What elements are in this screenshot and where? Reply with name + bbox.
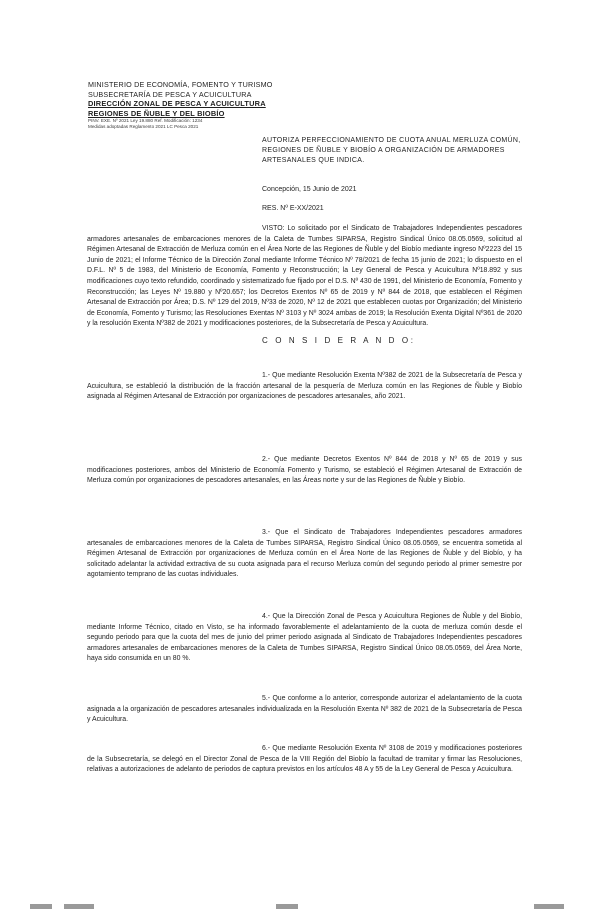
considerando-paragraph (87, 612, 522, 665)
considerando-number: 3.- (262, 529, 271, 536)
considerando-paragraph (87, 371, 522, 403)
subsecretaria-line: SUBSECRETARÍA DE PESCA Y ACUICULTURA (88, 89, 252, 99)
considerando-text: Que conforme a lo anterior, corresponde autorizar el adelantamiento de la cuota asignada a la organización de pescadores artesanales individualizada en la Resolución Exenta Nº 382 de 2021 de la Subsecretaría de Pesca y Acuicultura. (87, 695, 522, 724)
direccion-zonal-line: DIRECCIÓN ZONAL DE PESCA Y ACUICULTURA (88, 99, 266, 108)
letterhead (88, 80, 288, 130)
considerando-text: Que mediante Resolución Exenta Nº 3108 de 2019 y modificaciones posteriores de la Subsecretaría, se delegó en el Director Zonal de Pesca de la VIII Región del Biobío la facultad de tramitar y firmar las Resoluciones, relativas a autorizaciones de adelanto de periodos de captura previstos en los artículos 48 A y 55 de la Ley General de Pesca y Acuicultura. (87, 745, 522, 774)
considerando-number: 1.- (262, 372, 271, 379)
footer-mark (30, 904, 52, 909)
date-line: Concepción, 15 Junio de 2021 (262, 186, 357, 193)
considerando-text: Que mediante Resolución Exenta Nº382 de 2021 de la Subsecretaría de Pesca y Acuicultura, se estableció la distribución de la fracción artesanal de la pesquería de Merluza común en las Regiones de Ñuble y Biobío asignada al Régimen Artesanal de Extracción por organizaciones de pescadores artesanales, año 2021. (87, 372, 522, 401)
considerando-paragraph (87, 455, 522, 487)
footer-mark (276, 904, 298, 909)
considerando-number: 2.- (262, 456, 271, 463)
considerando-number: 6.- (262, 745, 271, 752)
footer-mark (64, 904, 94, 909)
letterhead-subline: Medidas adoptadas Reglamento 2021 LC Pesca 2021 (88, 124, 199, 130)
visto-text: Lo solicitado por el Sindicato de Trabajadores Independientes pescadores armadores artesanales de embarcaciones menores de la Caleta de Tumbes SIPARSA, Registro Sindical Único 08.05.0569, solicitud al Régimen Artesanal de Extracción de Merluza común en el Área Norte de las Regiones de Ñuble y del Biobío mediante ingreso Nº2223 del 15 Junio de 2021; el Informe Técnico de la Dirección Zonal mediante Informe Técnico Nº 78/2021 de fecha 15 junio de 2021; lo dispuesto en el D.F.L. Nº 5 de 1983, del Ministerio de Economía, Fomento y Reconstrucción; la Ley General de Pesca y Acuicultura Nº18.892 y sus modificaciones cuyo texto refundido, coordinado y sistematizado fue fijado por el D.S. Nº 430 de 1991, del Ministerio de Economía, Fomento y Reconstrucción; las Leyes Nº 19.880 y Nº20.657; los Decretos Exentos Nº 65 de 2019 y Nº 844 de 2018, que establecen el Régimen Artesanal de Extracción por Área; D.S. Nº 129 del 2019, Nº33 de 2020, Nº 12 de 2021 que establecen cuotas por Organización; del Ministerio de Economía, Fomento y Turismo; las Resoluciones Exentas Nº 3103 y Nº 3024 ambas de 2019; la Resolución Exenta Digital Nº361 de 2020 y la resolución Exenta Nº382 de 2021 y modificaciones posteriores, de la Subsecretaría de Pesca y Acuicultura. (87, 225, 522, 328)
resolution-number: RES. Nº E-XX/2021 (262, 205, 324, 212)
resolution-reference: AUTORIZA PERFECCIONAMIENTO DE CUOTA ANUAL MERLUZA COMÚN, REGIONES DE ÑUBLE Y BIOBÍO A ORGANIZACIÓN DE ARMADORES ARTESANALES QUE INDICA. (262, 137, 521, 165)
considerando-text: Que el Sindicato de Trabajadores Independientes pescadores armadores artesanales de embarcaciones menores de la Caleta de Tumbes SIPARSA, Registro Sindical Único 08.05.0569, se encuentra sometida al Régimen Artesanal de Extracción por organizaciones de Merluza común en el Área Norte de las Regiones de Ñuble y del Biobío, y ha solicitado adelantar la actividad extractiva de su cuota asignada para el recurso Merluza común del segundo periodo al primer semestre por agotamiento temprano de las cuotas individuales. (87, 529, 522, 579)
regiones-line: REGIONES DE ÑUBLE Y DEL BIOBÍO (88, 108, 225, 118)
considerando-paragraph (87, 528, 522, 581)
considerando-number: 4.- (262, 613, 271, 620)
visto-label: VISTO: (262, 225, 285, 232)
visto-paragraph (87, 224, 522, 330)
footer-mark (534, 904, 564, 909)
considerando-heading: C O N S I D E R A N D O: (262, 336, 416, 345)
considerando-paragraph (87, 694, 522, 726)
considerando-paragraph (87, 744, 522, 776)
considerando-number: 5.- (262, 695, 271, 702)
considerando-text: Que la Dirección Zonal de Pesca y Acuicultura Regiones de Ñuble y del Biobío, mediante Informe Técnico, citado en Visto, se ha informado favorablemente el adelantamiento de la cuota de merluza común desde el segundo periodo para que la cuota del mes de junio del primer periodo asignada al Sindicato de Trabajadores Independientes pescadores armadores artesanales de embarcaciones menores de la Caleta de Tumbes SIPARSA, Registro Sindical Único 08.05.0569, del Área Norte, haya sido consumida en un 80 %. (87, 613, 522, 663)
letterhead-subline: PINV. EXE. Nº 2021 Ley 19.880 Ref. Modificación: 1234 (88, 118, 203, 123)
considerando-text: Que mediante Decretos Exentos Nº 844 de 2018 y Nº 65 de 2019 y sus modificaciones posteriores, ambos del Ministerio de Economía Fomento y Turismo, se estableció el Régimen Artesanal de Extracción de Merluza común por organizaciones de pescadores artesanales, en las Áreas norte y sur de las Regiones de Ñuble y Biobío. (87, 456, 522, 485)
ministry-line: MINISTERIO DE ECONOMÍA, FOMENTO Y TURISMO (88, 80, 273, 89)
